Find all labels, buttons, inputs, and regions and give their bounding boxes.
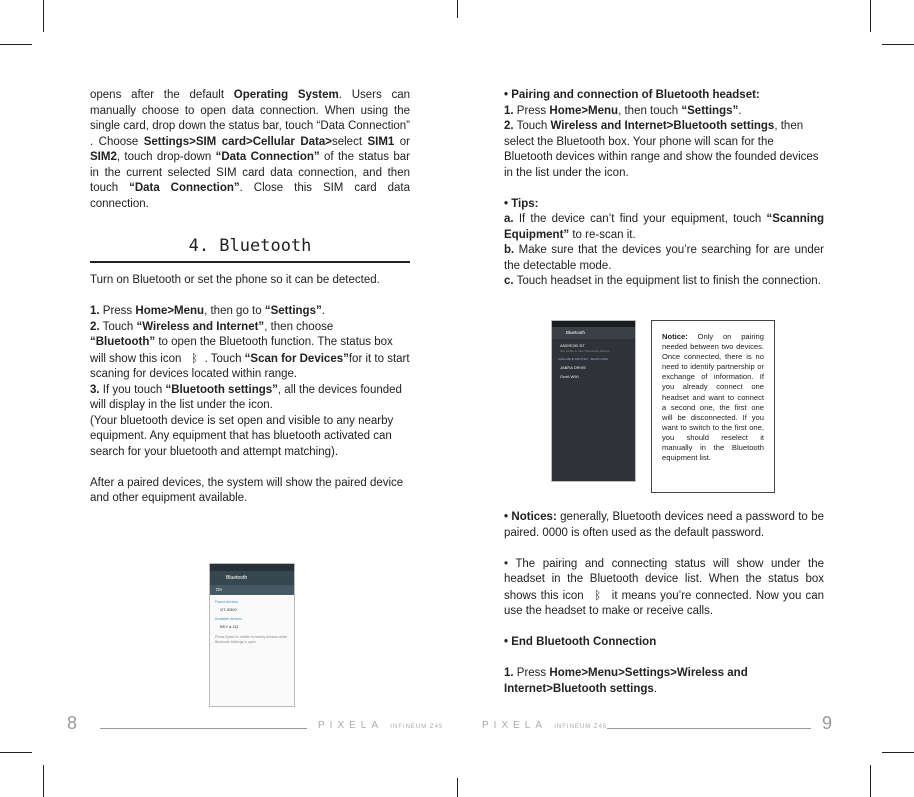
page-number-left: 8 xyxy=(67,713,78,733)
crop-mark xyxy=(870,765,871,797)
visibility-note: Pixels Speed is visible to nearby devices while Bluetooth Settings is open. xyxy=(215,635,287,644)
available-header: Available devices xyxy=(215,617,242,621)
device-name: ANDROID BT Not visible to other Bluetooth devices xyxy=(560,343,610,353)
step-3-note: (Your bluetooth device is set open and visible to any nearby equipment. Any equipment that has bluetooth activated can search for your bluetooth and attempt matching). xyxy=(90,414,394,458)
pair-step-1: 1. Press Home>Menu, then touch “Settings”. xyxy=(504,104,742,117)
device-item: Gneil W90 xyxy=(560,374,579,379)
pairing-title: • Pairing and connection of Bluetooth headset: xyxy=(504,89,760,101)
step-3: 3. If you touch “Bluetooth settings”, all the devices founded will display in the list under the icon. xyxy=(90,383,402,411)
section-heading: 4. Bluetooth xyxy=(188,236,312,256)
available-header: AVAILABLE DEVICES SEARCHING xyxy=(558,357,609,361)
crop-mark xyxy=(43,0,44,32)
tip-a: a. If the device can’t find your equipment, touch “Scanning Equipment” to re-scan it. xyxy=(504,213,824,241)
crop-mark xyxy=(43,765,44,797)
notice-box: Notice: Only on pairing needed between two devices. Once connected, there is no need to identify partnership or exchange of information. If you already connect one headset and want to connect a second one, the first one will be disconnected. If you want to switch to the first one, you should reselect it manually in the Bluetooth equipment list. xyxy=(651,320,775,493)
brand-logo: PIXELA INFINEUM Z45 xyxy=(318,720,444,731)
screen-title: Bluetooth xyxy=(210,571,294,585)
left-body xyxy=(90,273,410,507)
bluetooth-icon: ᛒ xyxy=(191,350,199,365)
crop-mark xyxy=(457,0,458,18)
brand-logo: PIXELA INFINEUM Z45 xyxy=(482,720,608,731)
right-bottom xyxy=(504,510,824,697)
step-1: 1. Press Home>Menu, then go to “Settings”. xyxy=(90,305,325,317)
end-title: • End Bluetooth Connection xyxy=(504,636,657,648)
notices-text: • Notices: generally, Bluetooth devices need a password to be paired. 0000 is often used as the default password. xyxy=(504,511,824,539)
device-item: JABRA DRIVE xyxy=(560,365,587,370)
bluetooth-settings-screenshot xyxy=(209,563,295,707)
crop-mark xyxy=(870,0,871,32)
bluetooth-connected-icon: ᛒ xyxy=(594,587,602,602)
paired-device: GT-I9300 xyxy=(220,607,237,612)
status-text: • The pairing and connecting status will show under the headset in the Bluetooth device list. When the status box shows this icon ᛒ it means you’re connected. Now you can use the headset to make or receive calls. xyxy=(504,557,824,617)
intro-text: Turn on Bluetooth or set the phone so it can be detected. xyxy=(90,274,380,286)
status-bar xyxy=(210,564,294,571)
paired-header: Paired devices xyxy=(215,600,238,604)
right-top xyxy=(504,88,824,290)
step-2: 2. Touch “Wireless and Internet”, then choose “Bluetooth” to open the Bluetooth function. The status box will show this icon ᛒ . Touch “Scan for Devices”for it to start scaning for devices located within range. xyxy=(90,320,410,380)
tip-b: b. Make sure that the devices you’re searching for are under the detectable mode. xyxy=(504,244,824,272)
after-paired-text: After a paired devices, the system will show the paired device and other equipment available. xyxy=(90,476,404,504)
end-step-1: 1. Press Home>Menu>Settings>Wireless and Internet>Bluetooth settings. xyxy=(504,667,748,695)
heading-rule xyxy=(90,261,410,263)
available-device: BKY a-2Q xyxy=(220,624,238,629)
bluetooth-switch: On xyxy=(210,585,294,595)
tips-title: • Tips: xyxy=(504,197,539,210)
footer-rule xyxy=(607,728,811,729)
tip-c: c. Touch headset in the equipment list to finish the connection. xyxy=(504,275,821,287)
bluetooth-scan-screenshot xyxy=(551,320,636,482)
screen-title: Bluetooth xyxy=(552,327,635,339)
pair-step-2: 2. Touch Wireless and Internet>Bluetooth settings, then select the Bluetooth box. Your phone will scan for the Bluetooth devices within range and show the founded devices in the list under the icon. xyxy=(504,120,819,179)
crop-mark xyxy=(882,752,914,753)
crop-mark xyxy=(457,778,458,797)
crop-mark xyxy=(882,44,914,45)
crop-mark xyxy=(0,44,32,45)
left-continuation: opens after the default Operating System. Users can manually choose to open data connection. When using the single card, drop down the status bar, touch “Data Connection” . Choose Settings>SIM card>Cellular Data>select SIM1 or SIM2, touch drop-down “Data Connection” of the status bar in the current selected SIM card data connection, and then touch “Data Connection”. Close this SIM card data connection. xyxy=(90,89,410,210)
page-number-right: 9 xyxy=(822,713,833,733)
footer-rule xyxy=(100,728,307,729)
crop-mark xyxy=(0,752,32,753)
